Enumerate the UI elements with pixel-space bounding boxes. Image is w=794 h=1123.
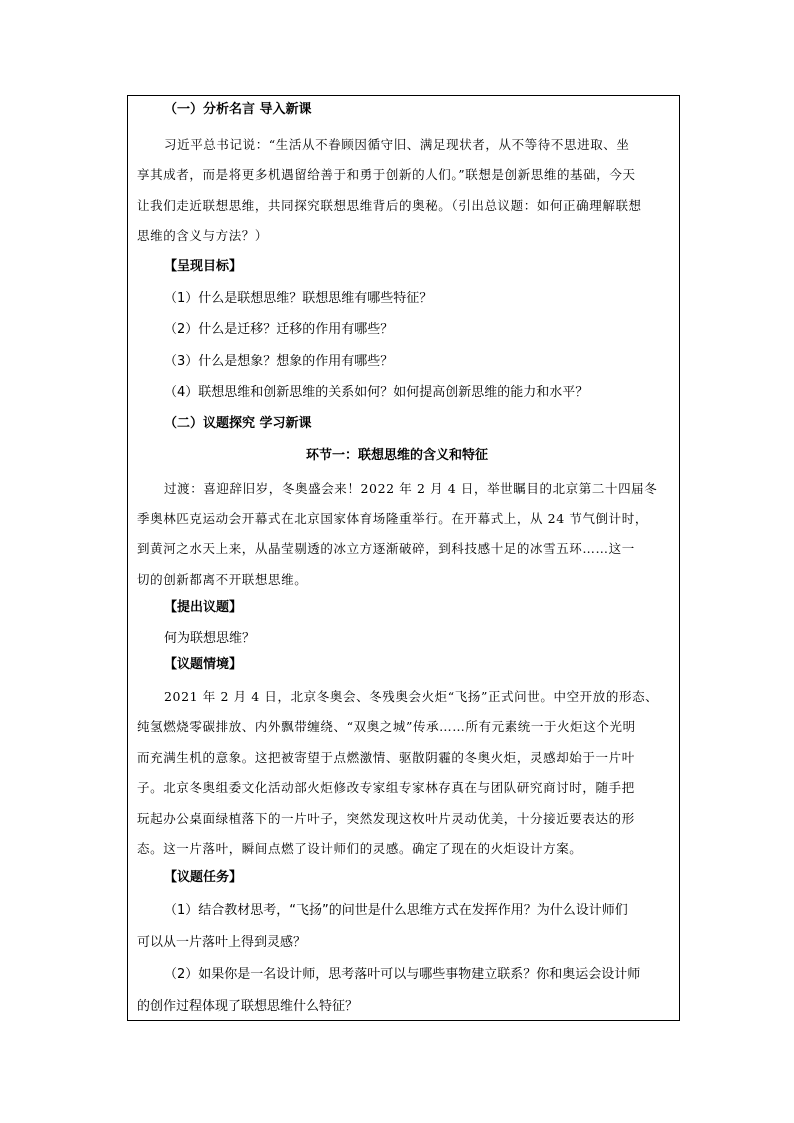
- situation-line-6: 态。这一片落叶，瞬间点燃了设计师们的灵感。确定了现在的火炬设计方案。: [137, 841, 583, 856]
- transition-line-2: 季奥林匹克运动会开幕式在北京国家体育场隆重举行。在开幕式上，从 24 节气倒计时，: [137, 511, 648, 526]
- goal-item-1: （1）什么是联想思维？联想思维有哪些特征？: [164, 291, 433, 306]
- transition-line-1: 过渡：喜迎辞旧岁，冬奥盛会来！2022 年 2 月 4 日，举世瞩目的北京第二十四届冬: [164, 481, 658, 496]
- goals-heading: 【呈现目标】: [164, 259, 243, 274]
- section2-heading: （二）议题探究 学习新课: [164, 416, 312, 431]
- part-title: 环节一：联想思维的含义和特征: [305, 448, 488, 463]
- quote-line-2: 享其成者，而是将更多机遇留给善于和勇于创新的人们。”联想是创新思维的基础，今天: [137, 167, 636, 182]
- question-heading: 【提出议题】: [164, 600, 243, 615]
- goal-item-3: （3）什么是想象？想象的作用有哪些？: [164, 354, 394, 369]
- quote-line-4: 思维的含义与方法？）: [137, 228, 269, 243]
- goal-item-2: （2）什么是迁移？迁移的作用有哪些？: [164, 322, 394, 337]
- section1-heading: （一）分析名言 导入新课: [164, 102, 312, 117]
- tasks-heading: 【议题任务】: [164, 870, 243, 885]
- task-line-2: 可以从一片落叶上得到灵感？: [137, 935, 307, 950]
- question-text: 何为联想思维？: [164, 631, 256, 646]
- situation-line-2: 纯氢燃烧零碳排放、内外飘带缠绕、“双奥之城”传承……所有元素统一于火炬这个光明: [137, 719, 636, 734]
- quote-line-1: 习近平总书记说：“生活从不眷顾因循守旧、满足现状者，从不等待不思进取、坐: [164, 137, 630, 152]
- task-line-4: 的创作过程体现了联想思维什么特征？: [137, 999, 359, 1014]
- situation-line-5: 玩起办公桌面绿植落下的一片叶子，突然发现这枚叶片灵动优美，十分接近要表达的形: [137, 811, 635, 826]
- quote-line-3: 让我们走近联想思维，共同探究联想思维背后的奥秘。（引出总议题：如何正确理解联想: [137, 198, 642, 213]
- situation-heading: 【议题情境】: [164, 657, 243, 672]
- situation-line-3: 而充满生机的意象。这把被寄望于点燃激情、驱散阴霾的冬奥火炬，灵感却始于一片叶: [137, 750, 635, 765]
- situation-line-4: 子。北京冬奥组委文化活动部火炬修改专家组专家林存真在与团队研究商讨时，随手把: [137, 780, 635, 795]
- task-line-1: （1）结合教材思考，“飞扬”的问世是什么思维方式在发挥作用？为什么设计师们: [164, 903, 628, 918]
- task-line-3: （2）如果你是一名设计师，思考落叶可以与哪些事物建立联系？你和奥运会设计师: [164, 967, 641, 982]
- goal-item-4: （4）联想思维和创新思维的关系如何？如何提高创新思维的能力和水平？: [164, 385, 589, 400]
- transition-line-4: 切的创新都离不开联想思维。: [137, 572, 308, 587]
- transition-line-3: 到黄河之水天上来，从晶莹剔透的冰立方逐渐破碎，到科技感十足的冰雪五环……这一: [137, 541, 635, 556]
- situation-line-1: 2021 年 2 月 4 日，北京冬奥会、冬残奥会火炬“飞扬”正式问世。中空开放的形态、: [164, 689, 659, 704]
